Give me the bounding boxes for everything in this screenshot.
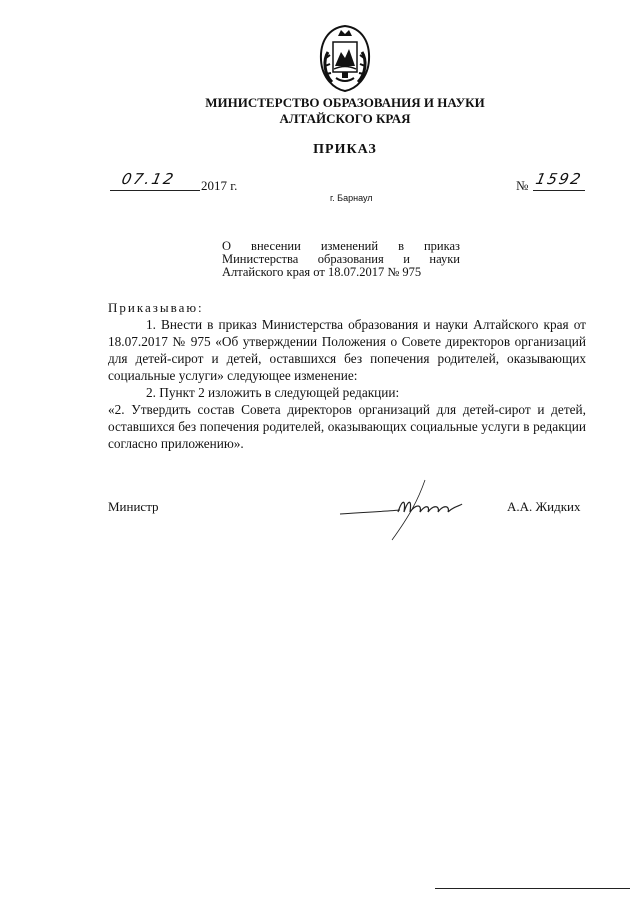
order-subject [222, 240, 460, 279]
number-label: № [516, 178, 529, 193]
year-text: 2017 г. [201, 178, 238, 193]
decree-word: Приказываю: [108, 300, 204, 315]
ministry-name-line2: АЛТАЙСКОГО КРАЯ [279, 111, 411, 126]
subject-line: О внесении изменений в приказ [222, 239, 460, 253]
handwritten-signature [330, 470, 500, 550]
city-name: г. Барнаул [330, 193, 373, 203]
handwritten-date: 07.12 [120, 170, 177, 188]
signatory-position: Министр [108, 499, 159, 514]
coat-of-arms-emblem [314, 22, 376, 94]
order-body [108, 316, 586, 452]
subject-line: Министерства образования и науки [222, 252, 460, 266]
paragraph-3: «2. Утвердить состав Совета директоров организаций для детей-сирот и детей, оставшихся без попечения родителей, оказывающих социальные услуги в редакции согласно приложению». [108, 402, 586, 451]
paragraph-1: 1. Внести в приказ Министерства образования и науки Алтайского края от 18.07.2017 № 975 «Об утверждении Положения о Совете директоров организаций для детей-сирот и детей, оставшихся без попечения родителей, оказывающих социальные услуги» следующее изменение: [108, 317, 586, 383]
document-type-title: ПРИКАЗ [313, 142, 377, 157]
paragraph-2: 2. Пункт 2 изложить в следующей редакции: [146, 385, 400, 400]
handwritten-number: 1592 [534, 170, 585, 188]
subject-line: Алтайского края от 18.07.2017 № 975 [222, 265, 422, 279]
footer-divider [435, 888, 630, 889]
ministry-name-line1: МИНИСТЕРСТВО ОБРАЗОВАНИЯ И НАУКИ [205, 95, 485, 110]
signer-name: А.А. Жидких [507, 499, 581, 514]
